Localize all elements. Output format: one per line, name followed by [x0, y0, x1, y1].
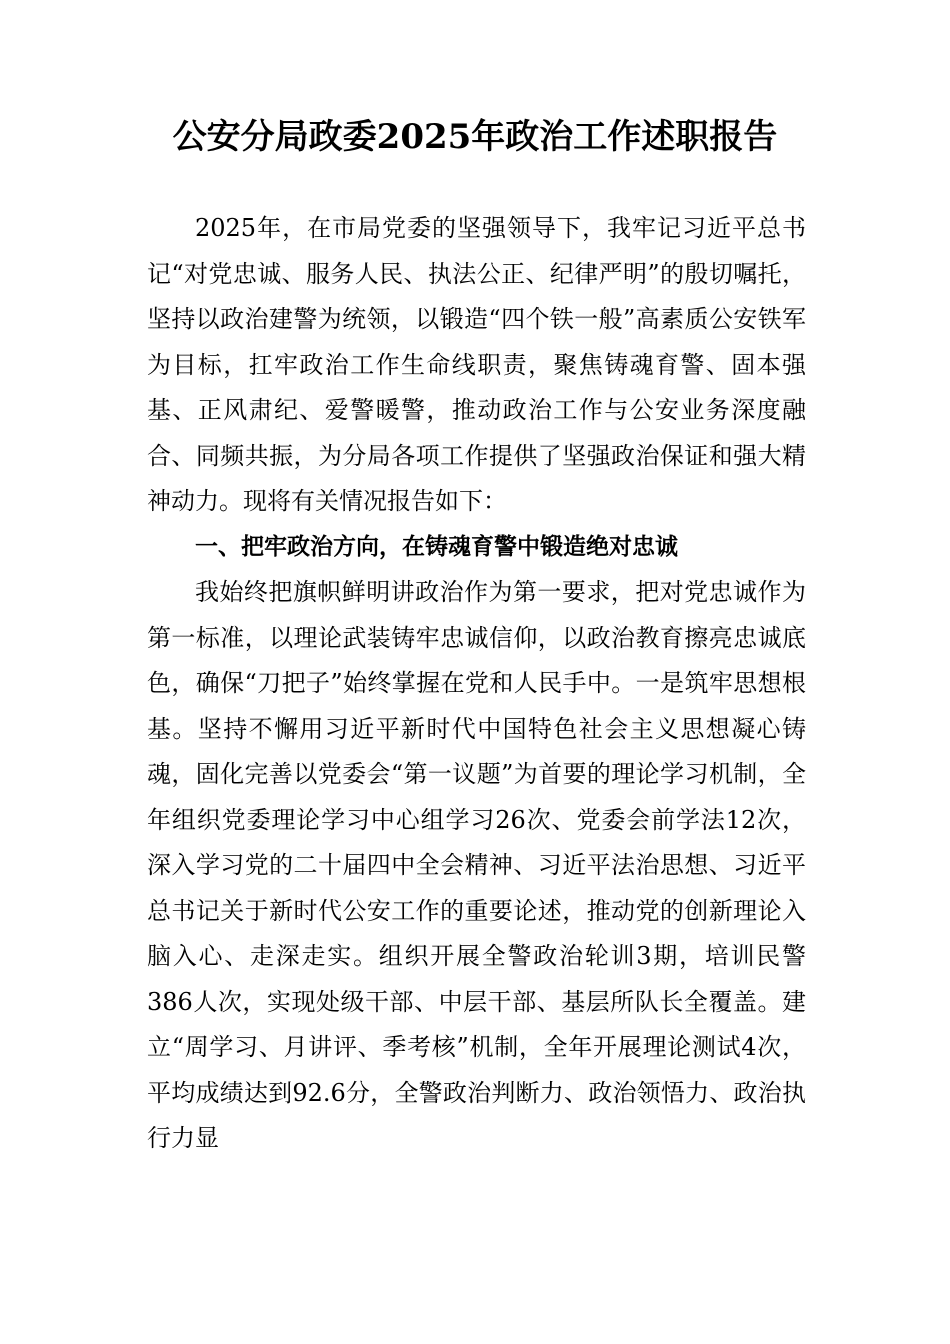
document-body [147, 206, 806, 1162]
intro-paragraph: 2025年，在市局党委的坚强领导下，我牢记习近平总书记“对党忠诚、服务人民、执法公正、纪律严明”的殷切嘱托，坚持以政治建警为统领，以锻造“四个铁一般”高素质公安铁军为目标，扛牢政治工作生命线职责，聚焦铸魂育警、固本强基、正风肃纪、爱警暖警，推动政治工作与公安业务深度融合、同频共振，为分局各项工作提供了坚强政治保证和强大精神动力。现将有关情况报告如下： [147, 214, 806, 515]
section-heading: 一、把牢政治方向，在铸魂育警中锻造绝对忠诚 [195, 533, 678, 560]
document-title: 公安分局政委2025年政治工作述职报告 [172, 117, 778, 157]
section-paragraph: 我始终把旗帜鲜明讲政治作为第一要求，把对党忠诚作为第一标准，以理论武装铸牢忠诚信仰，以政治教育擦亮忠诚底色，确保“刀把子”始终掌握在党和人民手中。一是筑牢思想根基。坚持不懈用习近平新时代中国特色社会主义思想凝心铸魂，固化完善以党委会“第一议题”为首要的理论学习机制，全年组织党委理论学习中心组学习26次、党委会前学法12次，深入学习党的二十届四中全会精神、习近平法治思想、习近平总书记关于新时代公安工作的重要论述，推动党的创新理论入脑入心、走深走实。组织开展全警政治轮训3期，培训民警386人次，实现处级干部、中层干部、基层所队长全覆盖。建立“周学习、月讲评、季考核”机制，全年开展理论测试4次，平均成绩达到92.6分，全警政治判断力、政治领悟力、政治执行力显 [147, 578, 806, 1152]
